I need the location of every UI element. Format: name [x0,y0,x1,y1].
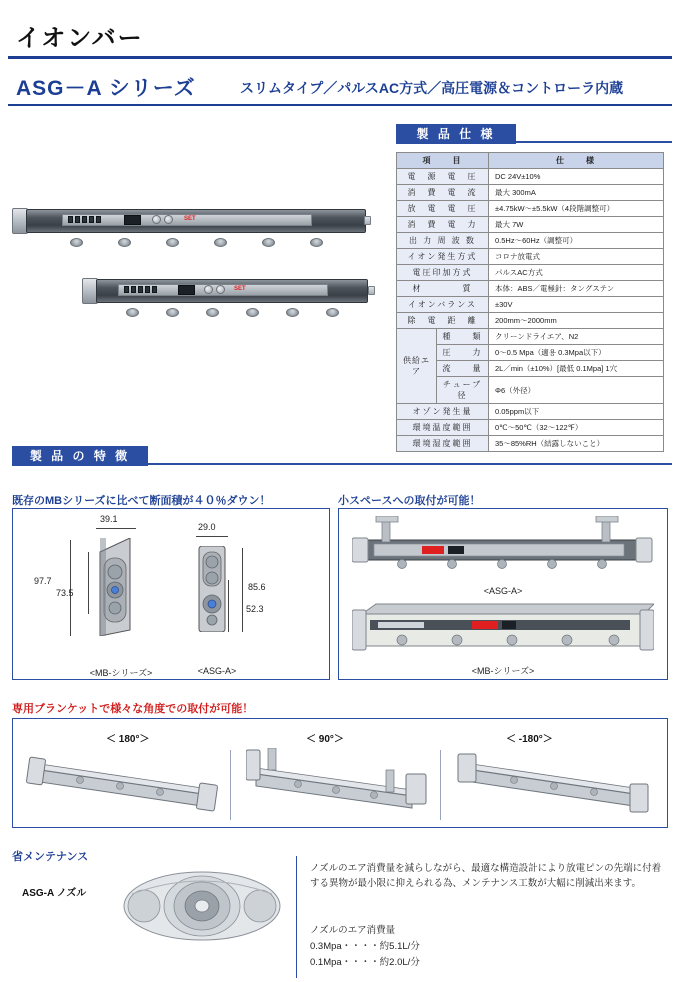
asg-height-total-text: 85.6 [248,582,266,592]
air-tube-port [368,286,375,295]
air-consumption-title: ノズルのエア消費量 [310,925,396,936]
series-subtitle: スリムタイプ／パルスAC方式／高圧電源＆コントローラ内蔵 [240,80,624,96]
spec-label: オゾン発生量 [397,404,489,420]
spec-value: 本体：ABS／電極針：タングステン [489,281,664,297]
spec-label: 環境湿度範囲 [397,436,489,452]
spec-value: 2L／min（±10%）[最低 0.1Mpa] 1穴 [489,361,664,377]
title-divider [8,56,672,59]
nozzle-diagram [122,862,282,950]
nozzle [126,308,139,317]
table-row [397,436,664,452]
spec-value: 最大 7W [489,217,664,233]
asg-height-dim-line [242,548,243,632]
bracket-divider-2 [440,750,441,820]
table-row [397,313,664,329]
maintenance-title: 省メンテナンス [12,851,89,863]
mb-width-dim-text: 39.1 [100,514,118,524]
asg-height-partial-line [228,580,229,632]
adjust-dial [152,215,161,224]
spec-value: パルスAC方式 [489,265,664,281]
nozzle-label: ASG-A ノズル [22,888,87,899]
table-row [397,420,664,436]
led-indicator [89,216,94,223]
page-title: イオンバー [16,25,144,52]
led-indicator [75,216,80,223]
nozzle [326,308,339,317]
spec-label: 電 源 電 圧 [397,169,489,185]
spec-header-item: 項 目 [397,153,489,169]
spec-value: ±30V [489,297,664,313]
spec-value: 0～0.5 Mpa（適용 0.3Mpa以下） [489,345,664,361]
spec-header-value: 仕 様 [489,153,664,169]
spec-value: Φ6（外径） [489,377,664,404]
angle-label-90: ＜ 90°＞ [306,734,344,745]
spec-group-label: 供給エア [397,329,437,404]
spec-label: 種 類 [437,329,489,345]
mb-height-total-text: 97.7 [34,576,52,586]
nozzle [166,308,179,317]
feature-right-asg-caption: <ASG-A> [483,586,523,596]
table-row [397,185,664,201]
mb-width-dim-line [96,528,136,529]
adjust-dial [216,285,225,294]
bracket-diagram-180 [26,750,222,816]
brand-label: SET [184,216,196,222]
maintenance-description: ノズルのエア消費量を減らしながら、最適な構造設計により放電ピンの先端に付着する異物が最小限に抑えられる為、メンテナンス工数が大幅に削減出来ます。 [310,863,662,889]
asg-a-diagram [196,546,228,632]
feature-banner-tail [148,463,672,465]
table-row [397,297,664,313]
led-indicator [145,286,150,293]
series-title: ASG－A シリーズ [16,77,196,100]
spec-banner-tail [516,141,672,143]
adjust-dial [164,215,173,224]
mb-series-diagram [96,538,134,636]
mb-height-partial-line [88,552,89,614]
led-indicator [96,216,101,223]
asg-width-dim-text: 29.0 [198,522,216,532]
nozzle [286,308,299,317]
nozzle [118,238,131,247]
table-row [397,233,664,249]
spec-value: 35～85%RH（結露しないこと） [489,436,664,452]
table-row [397,361,664,377]
mb-series-caption: <MB-シリーズ> [89,668,153,678]
spec-label: チューブ径 [437,377,489,404]
led-indicator-group [124,286,157,293]
table-row [397,249,664,265]
nozzle [166,238,179,247]
adjust-dial [204,285,213,294]
led-indicator [131,286,136,293]
mb-height-partial-text: 73.5 [56,588,74,598]
product-photo-ionbar-upper [12,208,382,242]
brand-label: SET [234,286,246,292]
feature-right-mb-caption: <MB-シリーズ> [471,666,535,676]
feature-left-heading: 既存のMBシリーズに比べて断面積が４０％ダウン！ [12,495,271,507]
spec-label: 圧 力 [437,345,489,361]
spec-label: イオンバランス [397,297,489,313]
mb-series-mounted-diagram [352,602,654,658]
spec-label: 材 質 [397,281,489,297]
spec-label: 消 費 電 流 [397,185,489,201]
led-indicator [82,216,87,223]
led-indicator-group [68,216,101,223]
led-indicator [152,286,157,293]
led-indicator [138,286,143,293]
nozzle [310,238,323,247]
table-header-row [397,153,664,169]
table-row [397,345,664,361]
table-row [397,201,664,217]
nozzle [262,238,275,247]
product-photo-ionbar-lower [82,278,382,312]
spec-value: ±4.75kW～±5.5kW（4段階調整可） [489,201,664,217]
spec-label: 出 力 周 波 数 [397,233,489,249]
spec-table [396,152,664,452]
spec-value: 最大 300mA [489,185,664,201]
spec-value: 0.5Hz～60Hz（調整可） [489,233,664,249]
nozzle [206,308,219,317]
asg-height-partial-text: 52.3 [246,604,264,614]
spec-label: 環境温度範囲 [397,420,489,436]
spec-label: 電圧印加方式 [397,265,489,281]
asg-width-dim-line [196,536,228,537]
table-row [397,217,664,233]
spec-value: 200mm～2000mm [489,313,664,329]
led-indicator [124,286,129,293]
nozzle [70,238,83,247]
spec-section-banner: 製 品 仕 様 [396,124,516,144]
spec-label: 消 費 電 力 [397,217,489,233]
display-screen [124,215,141,225]
air-consumption-line-1: 0.3Mpa・・・・約5.1L/分 [310,941,420,952]
table-row [397,329,664,345]
angle-label-180: ＜ 180°＞ [106,734,150,745]
product-photo-area [12,180,384,330]
table-row [397,404,664,420]
spec-value: コロナ放電式 [489,249,664,265]
bracket-divider-1 [230,750,231,820]
nozzle [214,238,227,247]
angle-label-minus-180: ＜ -180°＞ [506,734,553,745]
spec-value: DC 24V±10% [489,169,664,185]
maintenance-divider [296,856,297,978]
led-indicator [68,216,73,223]
table-row [397,169,664,185]
feature-right-heading: 小スペースへの取付が可能！ [338,495,481,507]
bracket-diagram-90 [246,748,432,818]
air-tube-port [364,216,371,225]
bracket-diagram-minus-180 [456,748,652,818]
feature-section-banner: 製 品 の 特 徴 [12,446,148,466]
spec-label: 放 電 電 圧 [397,201,489,217]
spec-label: イオン発生方式 [397,249,489,265]
series-divider [8,104,672,106]
display-screen [178,285,195,295]
nozzle [246,308,259,317]
spec-value: 0℃～50℃（32～122℉） [489,420,664,436]
table-row [397,265,664,281]
table-row [397,377,664,404]
spec-label: 除 電 距 離 [397,313,489,329]
spec-value: 0.05ppm以下 [489,404,664,420]
spec-value: クリーンドライエア、N2 [489,329,664,345]
asg-a-mounted-diagram [352,516,654,578]
air-consumption-line-2: 0.1Mpa・・・・約2.0L/分 [310,957,420,968]
asg-a-caption: <ASG-A> [197,666,237,676]
spec-label: 流 量 [437,361,489,377]
table-row [397,281,664,297]
bracket-heading: 専用ブランケットで様々な角度での取付が可能！ [12,703,254,715]
